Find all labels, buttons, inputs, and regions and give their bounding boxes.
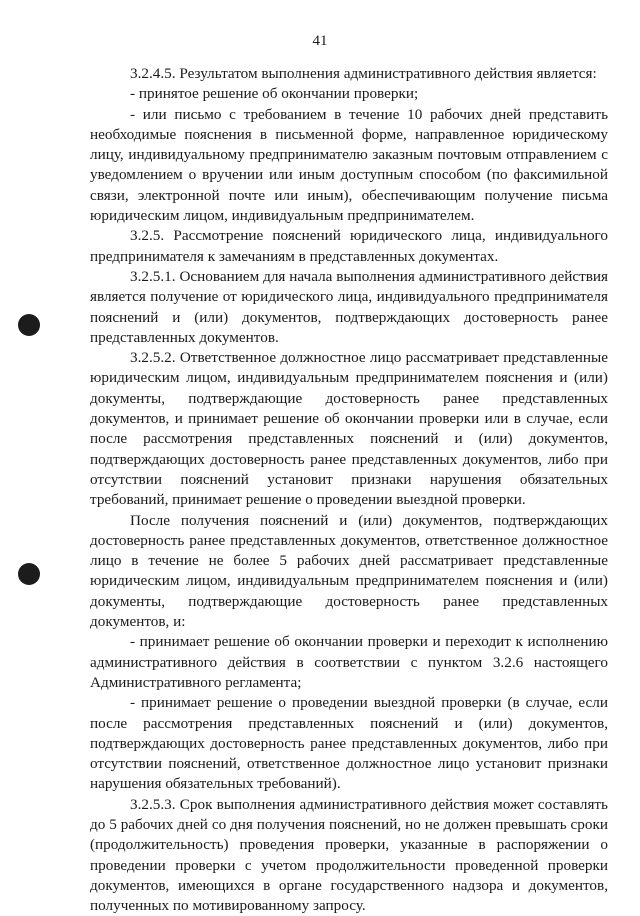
paragraph-after-receipt: После получения пояснений и (или) документов, подтверждающих достоверность ранее представленных документов, ответственное должностное лицо в течение не более 5 рабочих дней рассматривает представленные юридическим лицом, индивидуальным предпринимателем пояснения и (или) документы, подтверждающие достоверность ранее представленных документов, и:: [90, 511, 608, 631]
list-item-letter: - или письмо с требованием в течение 10 рабочих дней представить необходимые пояснения в письменной форме, направленное юридическому лицу, индивидуальному предпринимателю заказным почтовым отправлением с уведомлением о вручении или иным доступным способом (по факсимильной связи, электронной почте или иным), обеспечивающим получение письма юридическим лицом, индивидуальным предпринимателем.: [90, 105, 608, 225]
document-body: [90, 64, 608, 916]
list-item-end-check: - принимает решение об окончании проверки и переходит к исполнению административного действия в соответствии с пунктом 3.2.6 настоящего Административного регламента;: [90, 633, 608, 691]
paragraph-3-2-5-3: 3.2.5.3. Срок выполнения административного действия может составлять до 5 рабочих дней со дня получения пояснений, но не должен превышать сроки (продолжительность) проведения проверки, указанные в распоряжении о проведении проверки с учетом продолжительности проведенной проверки документов, имеющихся в органе государственного надзора и документов, полученных по мотивированному запросу.: [90, 795, 608, 915]
list-item-decision: - принятое решение об окончании проверки;: [130, 85, 419, 103]
paragraph-3-2-5-1: 3.2.5.1. Основанием для начала выполнения административного действия является получение от юридического лица, индивидуального предпринимателя пояснений и (или) документов, подтверждающих достоверность ранее представленных документов.: [90, 267, 608, 346]
punch-hole: [18, 563, 40, 585]
paragraph-3-2-5: 3.2.5. Рассмотрение пояснений юридического лица, индивидуального предпринимателя к замечаниям в представленных документах.: [90, 227, 608, 265]
paragraph-3-2-5-2: 3.2.5.2. Ответственное должностное лицо рассматривает представленные юридическим лицом, индивидуальным предпринимателем пояснения и (или) документы, подтверждающие достоверность ранее представленных документов, и принимает решение об окончании проверки или в случае, если после рассмотрения представленных пояснений и (или) документов, подтверждающих достоверность ранее представленных документов, либо при отсутствии пояснений установит признаки нарушения обязательных требований, принимает решение о проведении выездной проверки.: [90, 349, 608, 509]
paragraph-3-2-4-5: 3.2.4.5. Результатом выполнения административного действия является:: [130, 65, 597, 82]
punch-hole: [18, 314, 40, 336]
list-item-field-check: - принимает решение о проведении выездной проверки (в случае, если после рассмотрения представленных пояснений и (или) документов, подтверждающих достоверность ранее представленных документов, либо при отсутствии пояснений, ответственное должностное лицо установит признаки нарушения обязательных требований).: [90, 694, 608, 793]
page-number: 41: [312, 33, 328, 49]
